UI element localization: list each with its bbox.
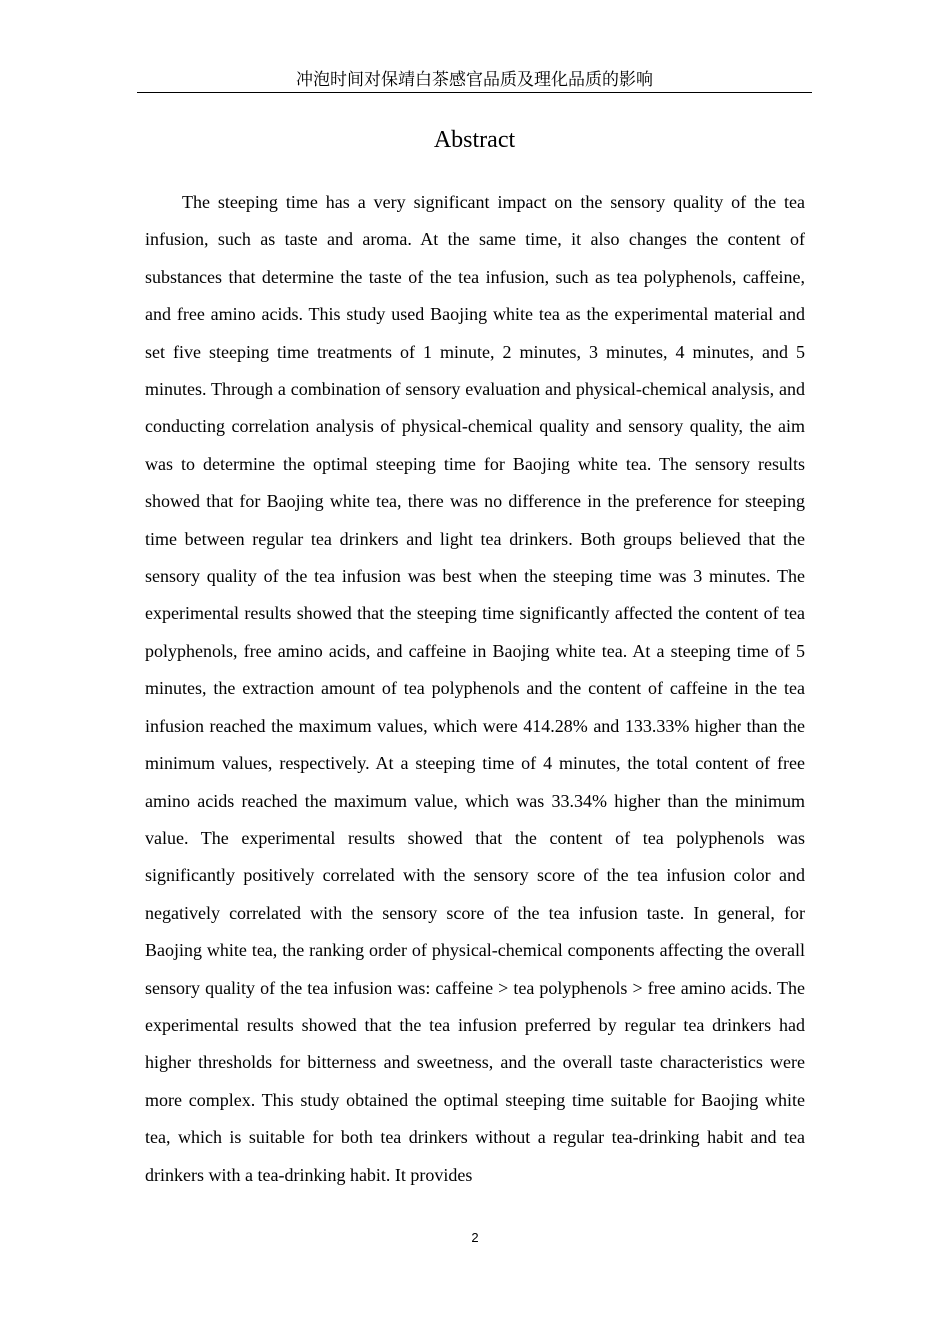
running-header: 冲泡时间对保靖白茶感官品质及理化品质的影响 [137,68,812,93]
page-number: 2 [471,1230,479,1245]
abstract-heading: Abstract [433,127,516,153]
abstract-body: The steeping time has a very significant impact on the sensory quality of the tea infusion, such as taste and aroma. At the same time, it also changes the content of substances that determine the taste of the tea infusion, such as tea polyphenols, caffeine, and free amino acids. This study used Baojing white tea as the experimental material and set five steeping time treatments of 1 minute, 2 minutes, 3 minutes, 4 minutes, and 5 minutes. Through a combination of sensory evaluation and physical-chemical analysis, and conducting correlation analysis of physical-chemical quality and sensory quality, the aim was to determine the optimal steeping time for Baojing white tea. The sensory results showed that for Baojing white tea, there was no difference in the preference for steeping time between regular tea drinkers and light tea drinkers. Both groups believed that the sensory quality of the tea infusion was best when the steeping time was 3 minutes. The experimental results showed that the steeping time significantly affected the content of tea polyphenols, free amino acids, and caffeine in Baojing white tea. At a steeping time of 5 minutes, the extraction amount of tea polyphenols and the content of caffeine in the tea infusion reached the maximum values, which were 414.28% and 133.33% higher than the minimum values, respectively. At a steeping time of 4 minutes, the total content of free amino acids reached the maximum value, which was 33.34% higher than the minimum value. The experimental results showed that the content of tea polyphenols was significantly positively correlated with the sensory score of the tea infusion color and negatively correlated with the sensory score of the tea infusion taste. In general, for Baojing white tea, the ranking order of physical-chemical components affecting the overall sensory quality of the tea infusion was: caffeine > tea polyphenols > free amino acids. The experimental results showed that the tea infusion preferred by regular tea drinkers had higher thresholds for bitterness and sweetness, and the overall taste characteristics were more complex. This study obtained the optimal steeping time suitable for Baojing white tea, which is suitable for both tea drinkers without a regular tea-drinking habit and tea drinkers with a tea-drinking habit. It provides [145,192,805,1185]
